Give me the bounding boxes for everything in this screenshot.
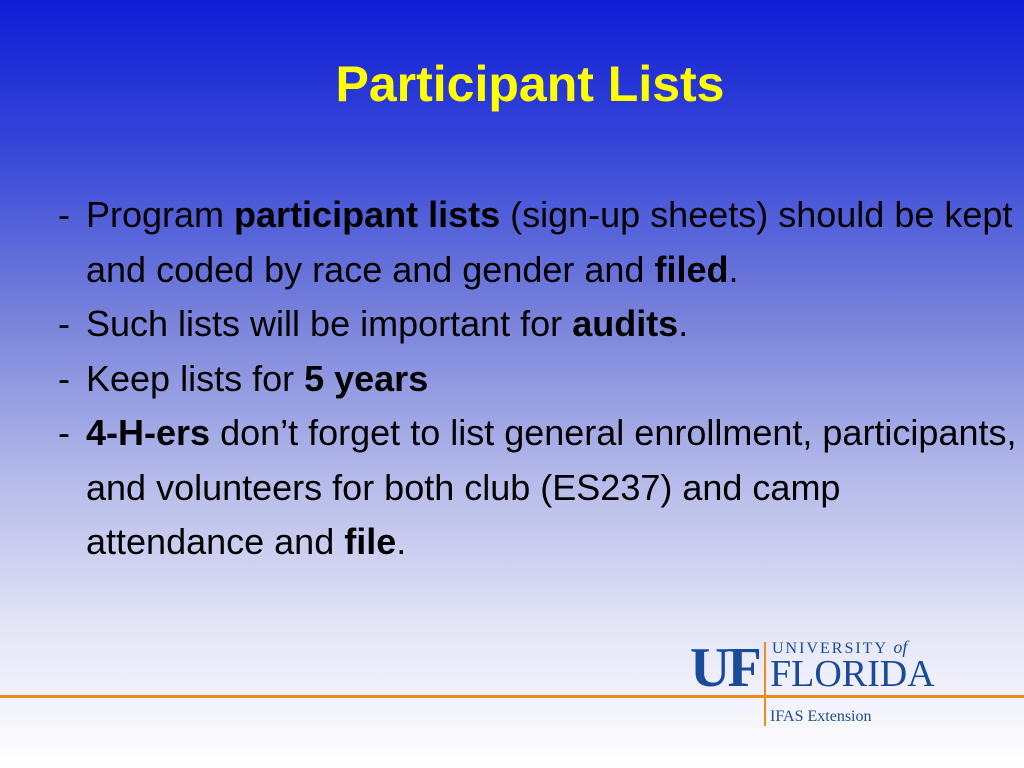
bullet-item-1 xyxy=(58,188,1020,297)
bullet-text: . xyxy=(396,521,407,562)
bullet-text: (sign-up sheets) should be kept and coded by race and gender and xyxy=(86,194,1013,290)
logo-university-word: UNIVERSITY xyxy=(772,640,888,657)
bullet-text: Such lists will be important for xyxy=(86,303,573,344)
slide-title: Participant Lists xyxy=(335,56,725,112)
bullet-text: Keep lists for xyxy=(86,357,305,399)
logo-unit-text: IFAS Extension xyxy=(770,708,872,725)
bullet-dash: - xyxy=(58,194,70,235)
bullet-text: . xyxy=(678,303,689,344)
bullet-emphasis: 5 years xyxy=(304,357,429,399)
bullet-item-2 xyxy=(58,297,1020,352)
bullet-dash: - xyxy=(58,412,70,453)
bullet-item-4 xyxy=(58,406,1020,570)
bullet-item-3 xyxy=(58,352,1020,407)
logo-of-word: of xyxy=(893,637,908,657)
logo-florida-text: FLORIDA xyxy=(770,653,935,695)
bullet-text: don’t forget to list general enrollment, participants, and volunteers for both club (ES237) and camp attendance and xyxy=(86,412,1017,562)
bullet-emphasis: file xyxy=(344,521,397,562)
logo-divider xyxy=(764,642,766,726)
bullet-emphasis: 4-H-ers xyxy=(86,412,211,453)
bullet-emphasis: filed xyxy=(654,248,729,290)
uf-mark: UF xyxy=(690,637,759,699)
bullet-list xyxy=(58,188,1020,570)
bullet-dash: - xyxy=(58,357,70,399)
bullet-dash: - xyxy=(58,303,70,344)
bullet-text: Program xyxy=(86,194,235,235)
bullet-text: . xyxy=(728,248,739,290)
bullet-emphasis: audits xyxy=(572,303,679,344)
bullet-emphasis: participant lists xyxy=(234,194,501,235)
uf-ifas-logo xyxy=(690,638,952,732)
